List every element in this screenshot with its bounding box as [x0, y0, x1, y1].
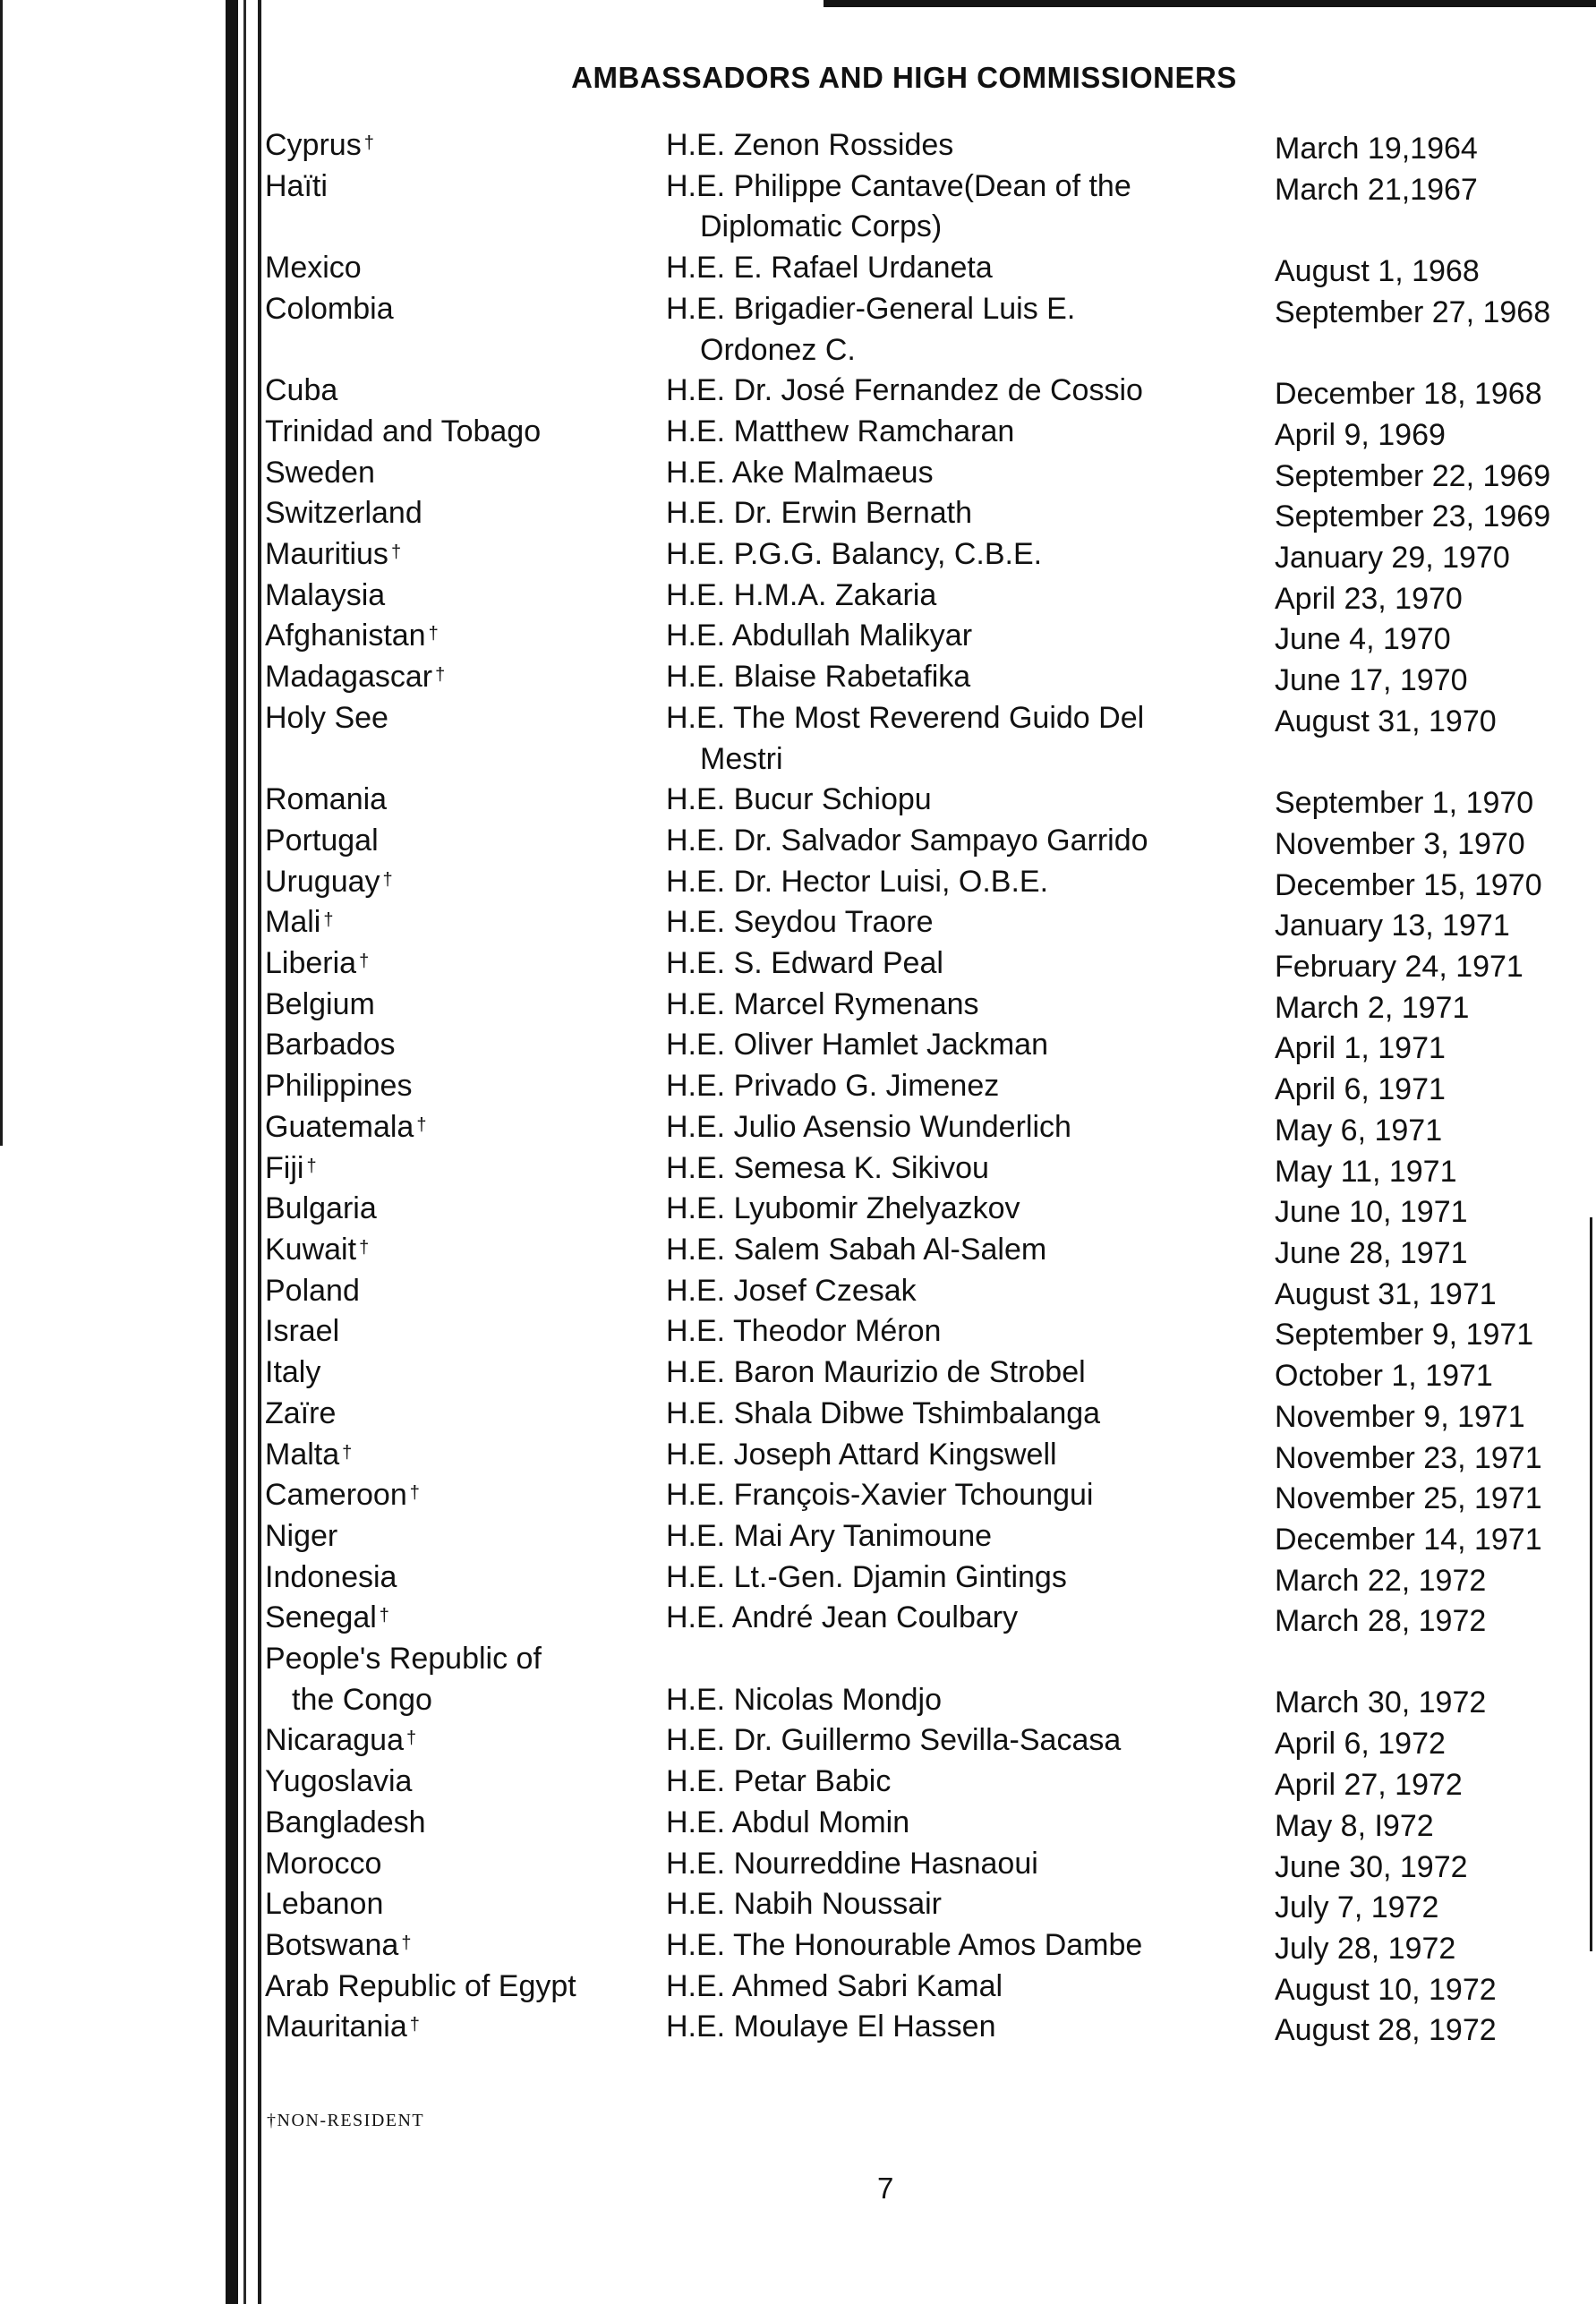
ambassador-name: [666, 1230, 1221, 1271]
appointment-date: November 23, 1971: [1275, 1440, 1542, 1475]
list-item: [265, 1311, 1590, 1353]
list-item: [265, 616, 1590, 657]
ambassador-label: H.E. Shala Dibwe Tshimbalanga: [666, 1395, 1101, 1430]
ambassador-name: [666, 943, 1221, 985]
ambassador-name: [666, 821, 1221, 862]
appointment-date: March 22, 1972: [1275, 1563, 1487, 1598]
country-label-continued: the Congo: [292, 1682, 432, 1717]
country-name: [265, 985, 659, 1026]
list-item: [265, 1230, 1590, 1271]
appointment-date: April 1, 1971: [1275, 1031, 1446, 1066]
non-resident-dagger: †: [363, 133, 374, 153]
non-resident-dagger: †: [409, 1483, 420, 1504]
list-item: [265, 1639, 1590, 1720]
blank-line: [666, 1642, 674, 1676]
country-name: [265, 1967, 659, 2008]
page-title: AMBASSADORS AND HIGH COMMISSIONERS: [571, 61, 1237, 94]
ambassador-name: [666, 534, 1221, 576]
country-label: Portugal: [265, 823, 379, 858]
ambassador-label: H.E. Salem Sabah Al-Salem: [666, 1232, 1047, 1267]
ambassador-name: [666, 1884, 1221, 1925]
appointment-date: March 21,1967: [1275, 172, 1478, 207]
appointment-date: June 10, 1971: [1275, 1195, 1468, 1230]
ambassador-label-continued: Diplomatic Corps): [700, 209, 943, 244]
country-label: Arab Republic of Egypt: [265, 1968, 576, 2003]
ambassador-name: [666, 780, 1221, 821]
country-name: [265, 1475, 659, 1516]
list-item: [265, 943, 1590, 985]
scan-edge-top: [824, 0, 1596, 7]
country-label: Lebanon: [265, 1887, 384, 1922]
non-resident-dagger: †: [342, 1442, 353, 1463]
country-name: [265, 1148, 659, 1190]
list-item: [265, 2007, 1590, 2048]
ambassador-name: [666, 657, 1221, 698]
country-name: [265, 289, 659, 330]
country-name: [265, 1844, 659, 1885]
list-item: [265, 780, 1590, 821]
appointment-date: May 6, 1971: [1275, 1113, 1443, 1148]
ambassador-name: [666, 453, 1221, 494]
appointment-date: March 19,1964: [1275, 132, 1478, 166]
ambassador-label: H.E. Dr. Salvador Sampayo Garrido: [666, 823, 1148, 858]
ambassador-label: H.E. E. Rafael Urdaneta: [666, 251, 993, 286]
ambassador-label: H.E. Privado G. Jimenez: [666, 1069, 1000, 1104]
list-item: [265, 1435, 1590, 1476]
appointment-date: November 9, 1971: [1275, 1399, 1525, 1434]
ambassador-label: H.E. Dr. Hector Luisi, O.B.E.: [666, 864, 1049, 899]
ambassador-name: [666, 1025, 1221, 1066]
list-item: [265, 1720, 1590, 1762]
ambassador-label: H.E. H.M.A. Zakaria: [666, 577, 937, 612]
country-label: Bulgaria: [265, 1191, 377, 1226]
ambassador-label-continued: H.E. Nicolas Mondjo: [666, 1682, 943, 1717]
country-name: [265, 371, 659, 412]
non-resident-dagger: †: [359, 951, 370, 972]
country-name: [265, 1557, 659, 1599]
country-label: Mauritania: [265, 2010, 407, 2044]
ambassador-list: [265, 125, 1590, 2048]
country-name: [265, 1353, 659, 1394]
country-label: Uruguay: [265, 864, 380, 899]
country-name: [265, 453, 659, 494]
ambassador-label-continued: Ordonez C.: [700, 332, 856, 367]
list-item: [265, 1066, 1590, 1107]
ambassador-label: H.E. The Most Reverend Guido Del: [666, 700, 1145, 735]
country-name: [265, 1189, 659, 1230]
appointment-date: June 30, 1972: [1275, 1849, 1468, 1884]
country-label: Afghanistan: [265, 619, 426, 653]
non-resident-dagger: †: [390, 542, 402, 563]
country-label: Mexico: [265, 251, 362, 286]
country-label: Sweden: [265, 455, 375, 490]
ambassador-name: [666, 1475, 1221, 1516]
ambassador-name: [666, 289, 1221, 371]
country-label: Cuba: [265, 373, 338, 408]
ambassador-name: [666, 576, 1221, 617]
ambassador-label: H.E. Bucur Schiopu: [666, 782, 932, 817]
country-label: Zaïre: [265, 1395, 337, 1430]
appointment-date: August 10, 1972: [1275, 1972, 1497, 2007]
appointment-date: August 28, 1972: [1275, 2013, 1497, 2048]
list-item: [265, 534, 1590, 576]
country-name: [265, 493, 659, 534]
list-item: [265, 821, 1590, 862]
binding-edge-line: [243, 0, 246, 2304]
list-item: [265, 1271, 1590, 1312]
ambassador-label: H.E. Ahmed Sabri Kamal: [666, 1968, 1003, 2003]
list-item: [265, 1516, 1590, 1557]
ambassador-label: H.E. Semesa K. Sikivou: [666, 1150, 989, 1185]
country-name: [265, 1435, 659, 1476]
appointment-date: December 18, 1968: [1275, 377, 1542, 412]
ambassador-name: [666, 1557, 1221, 1599]
country-name: [265, 1639, 659, 1720]
list-item: [265, 1148, 1590, 1190]
ambassador-label: H.E. Lt.-Gen. Djamin Gintings: [666, 1559, 1067, 1594]
country-label: Haïti: [265, 168, 328, 203]
ambassador-label: H.E. Ake Malmaeus: [666, 455, 934, 490]
appointment-date: January 29, 1970: [1275, 541, 1510, 576]
ambassador-label: H.E. S. Edward Peal: [666, 946, 943, 981]
country-name: [265, 616, 659, 657]
ambassador-label: H.E. Mai Ary Tanimoune: [666, 1518, 993, 1553]
country-name: [265, 1230, 659, 1271]
list-item: [265, 493, 1590, 534]
country-name: [265, 821, 659, 862]
country-label: Liberia: [265, 946, 357, 981]
list-item: [265, 1107, 1590, 1148]
ambassador-name: [666, 862, 1221, 903]
ambassador-label: H.E. François-Xavier Tchoungui: [666, 1478, 1094, 1513]
ambassador-label: H.E. The Honourable Amos Dambe: [666, 1927, 1143, 1962]
ambassador-name: [666, 985, 1221, 1026]
list-item: [265, 862, 1590, 903]
ambassador-label: H.E. Oliver Hamlet Jackman: [666, 1028, 1048, 1062]
country-label: Cameroon: [265, 1478, 407, 1513]
ambassador-name: [666, 1435, 1221, 1476]
ambassador-name: [666, 1353, 1221, 1394]
country-name: [265, 1925, 659, 1967]
list-item: [265, 371, 1590, 412]
appointment-date: December 15, 1970: [1275, 867, 1542, 902]
list-item: [265, 1967, 1590, 2008]
binding-edge: [226, 0, 238, 2304]
ambassador-label: H.E. Seydou Traore: [666, 905, 934, 940]
appointment-date: June 4, 1970: [1275, 622, 1451, 657]
appointment-date: August 1, 1968: [1275, 254, 1480, 289]
ambassador-label: H.E. André Jean Coulbary: [666, 1600, 1019, 1635]
country-label: Trinidad and Tobago: [265, 414, 542, 448]
appointment-date: April 23, 1970: [1275, 581, 1463, 616]
country-name: [265, 2007, 659, 2048]
country-label: Botswana: [265, 1927, 399, 1962]
appointment-date: September 9, 1971: [1275, 1318, 1534, 1353]
list-item: [265, 985, 1590, 1026]
appointment-date: December 14, 1971: [1275, 1522, 1542, 1557]
country-name: [265, 248, 659, 289]
ambassador-name: [666, 1844, 1221, 1885]
appointment-date: August 31, 1970: [1275, 704, 1497, 738]
binding-edge-inner: [258, 0, 261, 2304]
non-resident-dagger: †: [428, 624, 439, 644]
country-label: Holy See: [265, 700, 388, 735]
ambassador-label: H.E. Joseph Attard Kingswell: [666, 1437, 1057, 1472]
ambassador-label: H.E. Julio Asensio Wunderlich: [666, 1109, 1071, 1144]
appointment-date: March 2, 1971: [1275, 990, 1470, 1025]
country-label: Israel: [265, 1314, 340, 1349]
appointment-date: June 28, 1971: [1275, 1235, 1468, 1270]
country-name: [265, 1394, 659, 1435]
country-name: [265, 125, 659, 166]
ambassador-name: [666, 1148, 1221, 1190]
appointment-date: April 27, 1972: [1275, 1768, 1463, 1803]
ambassador-name: [666, 412, 1221, 453]
appointment-date: January 13, 1971: [1275, 909, 1510, 943]
list-item: [265, 1803, 1590, 1844]
country-name: [265, 902, 659, 943]
list-item: [265, 1353, 1590, 1394]
ambassador-label: H.E. P.G.G. Balancy, C.B.E.: [666, 537, 1043, 572]
country-name: [265, 412, 659, 453]
ambassador-name: [666, 1066, 1221, 1107]
ambassador-label: H.E. Theodor Méron: [666, 1314, 942, 1349]
ambassador-name: [666, 616, 1221, 657]
country-name: [265, 1025, 659, 1066]
non-resident-dagger: †: [306, 1156, 317, 1176]
country-name: [265, 862, 659, 903]
list-item: [265, 1762, 1590, 1803]
country-label: People's Republic of: [265, 1642, 542, 1677]
list-item: [265, 1025, 1590, 1066]
country-label: Kuwait: [265, 1232, 357, 1267]
appointment-date: September 23, 1969: [1275, 499, 1551, 534]
list-item: [265, 125, 1590, 166]
country-label: Bangladesh: [265, 1805, 426, 1839]
country-name: [265, 657, 659, 698]
list-item: [265, 657, 1590, 698]
ambassador-name: [666, 248, 1221, 289]
ambassador-name: [666, 1394, 1221, 1435]
list-item: [265, 412, 1590, 453]
ambassador-label: H.E. Dr. José Fernandez de Cossio: [666, 373, 1143, 408]
ambassador-label: H.E. Brigadier-General Luis E.: [666, 291, 1076, 326]
ambassador-name: [666, 1271, 1221, 1312]
ambassador-label: H.E. Baron Maurizio de Strobel: [666, 1355, 1086, 1390]
non-resident-dagger: †: [323, 910, 334, 931]
country-label: Malta: [265, 1437, 340, 1472]
appointment-date: July 7, 1972: [1275, 1890, 1439, 1925]
ambassador-label: H.E. Dr. Erwin Bernath: [666, 496, 973, 531]
country-name: [265, 698, 659, 739]
ambassador-name: [666, 1762, 1221, 1803]
ambassador-name: [666, 1639, 1221, 1720]
country-name: [265, 166, 659, 208]
country-label: Senegal: [265, 1600, 377, 1635]
country-name: [265, 1720, 659, 1762]
country-name: [265, 1598, 659, 1639]
list-item: [265, 576, 1590, 617]
country-label: Yugoslavia: [265, 1764, 413, 1799]
ambassador-name: [666, 166, 1221, 248]
appointment-date: September 27, 1968: [1275, 294, 1551, 329]
country-label: Belgium: [265, 986, 375, 1021]
country-name: [265, 1311, 659, 1353]
ambassador-name: [666, 125, 1221, 166]
appointment-date: September 22, 1969: [1275, 458, 1551, 493]
appointment-date: August 31, 1971: [1275, 1276, 1497, 1311]
list-item: [265, 1394, 1590, 1435]
appointment-date: November 25, 1971: [1275, 1481, 1542, 1516]
non-resident-dagger: †: [382, 869, 393, 890]
ambassador-name: [666, 1803, 1221, 1844]
country-label: Colombia: [265, 291, 394, 326]
ambassador-name: [666, 1189, 1221, 1230]
country-label: Mali: [265, 905, 321, 940]
ambassador-label: H.E. Matthew Ramcharan: [666, 414, 1015, 448]
country-name: [265, 943, 659, 985]
country-label: Philippines: [265, 1069, 413, 1104]
list-item: [265, 248, 1590, 289]
non-resident-dagger: †: [435, 665, 446, 686]
country-label: Guatemala: [265, 1109, 414, 1144]
ambassador-label: H.E. Lyubomir Zhelyazkov: [666, 1191, 1020, 1226]
country-label: Switzerland: [265, 496, 422, 531]
ambassador-name: [666, 1516, 1221, 1557]
appointment-date: May 11, 1971: [1275, 1154, 1457, 1189]
list-item: [265, 1884, 1590, 1925]
scan-edge-left: [0, 0, 3, 1146]
ambassador-name: [666, 493, 1221, 534]
ambassador-label: H.E. Nourreddine Hasnaoui: [666, 1846, 1038, 1881]
country-label: Fiji: [265, 1150, 304, 1185]
country-label: Mauritius: [265, 537, 388, 572]
ambassador-label: H.E. Moulaye El Hassen: [666, 2010, 996, 2044]
footnote: †NON-RESIDENT: [267, 2111, 425, 2130]
appointment-date: April 6, 1972: [1275, 1727, 1446, 1762]
country-label: Nicaragua: [265, 1723, 404, 1758]
appointment-date: April 6, 1971: [1275, 1072, 1446, 1107]
appointment-date: July 28, 1972: [1275, 1931, 1456, 1966]
ambassador-label: H.E. Blaise Rabetafika: [666, 660, 971, 695]
ambassador-name: [666, 1720, 1221, 1762]
country-label: Italy: [265, 1355, 321, 1390]
non-resident-dagger: †: [379, 1606, 389, 1626]
list-item: [265, 1925, 1590, 1967]
country-name: [265, 1803, 659, 1844]
country-label: Romania: [265, 782, 388, 817]
list-item: [265, 453, 1590, 494]
country-name: [265, 1762, 659, 1803]
appointment-date: May 8, I972: [1275, 1808, 1434, 1843]
country-name: [265, 534, 659, 576]
country-name: [265, 1516, 659, 1557]
list-item: [265, 1844, 1590, 1885]
list-item: [265, 166, 1590, 248]
non-resident-dagger: †: [359, 1237, 370, 1258]
ambassador-label: H.E. Abdullah Malikyar: [666, 619, 973, 653]
ambassador-name: [666, 2007, 1221, 2048]
ambassador-name: [666, 1598, 1221, 1639]
country-label: Madagascar: [265, 660, 433, 695]
country-label: Niger: [265, 1518, 338, 1553]
ambassador-label: H.E. Josef Czesak: [666, 1273, 917, 1308]
appointment-date: February 24, 1971: [1275, 950, 1523, 985]
appointment-date: October 1, 1971: [1275, 1359, 1493, 1394]
ambassador-label: H.E. Marcel Rymenans: [666, 986, 979, 1021]
non-resident-dagger: †: [401, 1933, 412, 1953]
appointment-date: April 9, 1969: [1275, 417, 1446, 452]
ambassador-label: H.E. Philippe Cantave(Dean of the: [666, 168, 1131, 203]
ambassador-name: [666, 1311, 1221, 1353]
list-item: [265, 289, 1590, 371]
ambassador-name: [666, 1925, 1221, 1967]
list-item: [265, 1557, 1590, 1599]
ambassador-label: H.E. Dr. Guillermo Sevilla-Sacasa: [666, 1723, 1122, 1758]
ambassador-name: [666, 1967, 1221, 2008]
appointment-date: September 1, 1970: [1275, 786, 1534, 821]
list-item: [265, 698, 1590, 780]
non-resident-dagger: †: [405, 1728, 417, 1749]
country-label: Indonesia: [265, 1559, 397, 1594]
ambassador-label: H.E. Zenon Rossides: [666, 128, 954, 162]
non-resident-dagger: †: [416, 1114, 427, 1135]
country-name: [265, 780, 659, 821]
country-label: Cyprus: [265, 128, 362, 162]
appointment-date: June 17, 1970: [1275, 663, 1468, 698]
ambassador-label: H.E. Abdul Momin: [666, 1805, 910, 1839]
non-resident-dagger: †: [409, 2015, 420, 2035]
country-name: [265, 1107, 659, 1148]
ambassador-name: [666, 1107, 1221, 1148]
country-label: Malaysia: [265, 577, 386, 612]
list-item: [265, 1598, 1590, 1639]
page-number: 7: [877, 2172, 894, 2205]
appointment-date: March 30, 1972: [1275, 1685, 1487, 1720]
ambassador-name: [666, 698, 1221, 780]
ambassador-label-continued: Mestri: [700, 741, 783, 776]
list-item: [265, 1189, 1590, 1230]
appointment-date: November 3, 1970: [1275, 826, 1525, 861]
list-item: [265, 902, 1590, 943]
country-name: [265, 1884, 659, 1925]
ambassador-name: [666, 902, 1221, 943]
ambassador-label: H.E. Nabih Noussair: [666, 1887, 943, 1922]
ambassador-label: H.E. Petar Babic: [666, 1764, 892, 1799]
country-label: Barbados: [265, 1028, 396, 1062]
country-name: [265, 576, 659, 617]
appointment-date: March 28, 1972: [1275, 1604, 1487, 1639]
country-label: Morocco: [265, 1846, 382, 1881]
ambassador-name: [666, 371, 1221, 412]
scan-edge-right: [1590, 1217, 1592, 1951]
country-label: Poland: [265, 1273, 360, 1308]
country-name: [265, 1271, 659, 1312]
list-item: [265, 1475, 1590, 1516]
country-name: [265, 1066, 659, 1107]
